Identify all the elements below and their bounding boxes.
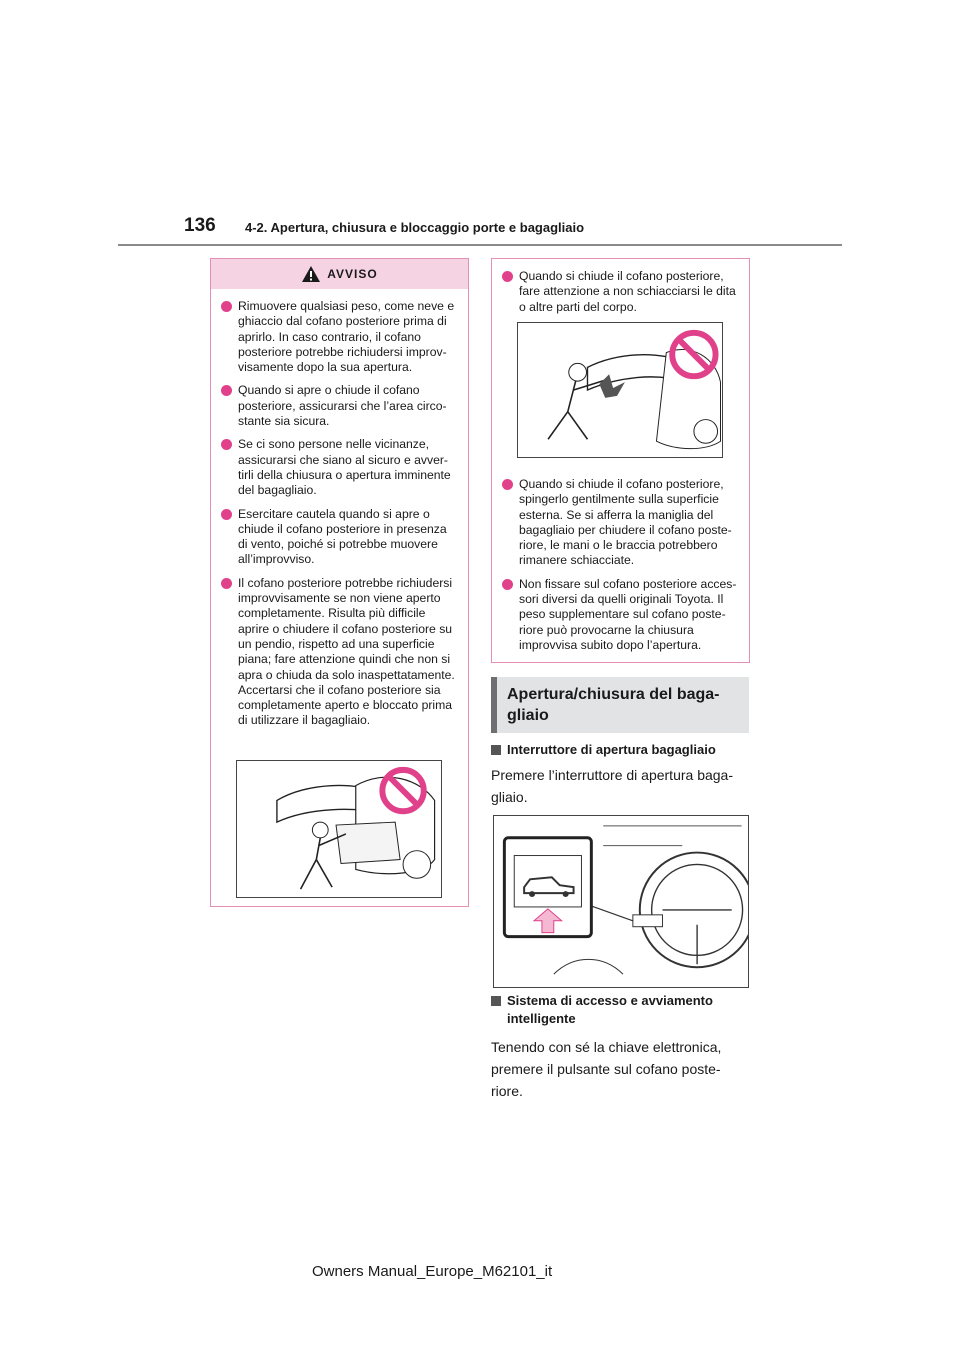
bullet-icon	[221, 509, 232, 520]
warning-list-right-bottom	[492, 467, 749, 653]
bullet-icon	[221, 301, 232, 312]
illustration-person-under-tailgate	[236, 760, 442, 898]
warning-list-right-top	[492, 259, 749, 315]
warning-item: Se ci sono persone nelle vicinanze, assicurarsi che siano al sicuro e avver-tirli della chiusura o apertura imminente del bagagliaio.	[221, 437, 458, 498]
warning-item: Rimuovere qualsiasi peso, come neve e ghiaccio dal cofano posteriore prima di aprirlo. In caso contrario, il cofano posteriore potrebbe richiudersi improv-visamente dopo la sua apertura.	[221, 299, 458, 375]
illustration-finger-pinch	[517, 322, 723, 458]
illustration-trunk-switch	[493, 815, 749, 988]
warning-item: Esercitare cautela quando si apre o chiude il cofano posteriore in presenza di vento, poiché si potrebbe muovere all’improvviso.	[221, 507, 458, 568]
bullet-icon	[221, 385, 232, 396]
warning-box-right	[491, 258, 750, 663]
page-number: 136	[184, 215, 216, 236]
warning-header	[211, 259, 468, 289]
bullet-icon	[502, 579, 513, 590]
bullet-icon	[502, 479, 513, 490]
bullet-icon	[502, 271, 513, 282]
warning-item: Quando si chiude il cofano posteriore, fare attenzione a non schiacciarsi le dita o altre parti del corpo.	[502, 269, 739, 315]
warning-list-left	[211, 289, 468, 729]
warning-item: Il cofano posteriore potrebbe richiudersi improvvisamente se non viene aperto completamente. Risulta più difficile aprire o chiudere il cofano posteriore su un pendio, rispetto ad una superficie piana; fare attenzione quindi che non si apra o chiuda da solo inaspettatamente. Accertarsi che il cofano posteriore sia completamente aperto e bloccato prima di utilizzare il bagagliaio.	[221, 576, 458, 729]
subheading-interruttore: Interruttore di apertura bagagliaio	[491, 741, 716, 759]
subheading-sistema-accesso: Sistema di accesso e avviamento intelligente	[491, 992, 755, 1028]
bullet-icon	[221, 578, 232, 589]
header-rule	[118, 244, 842, 246]
body-text-1: Premere l’interruttore di apertura baga-gliaio.	[491, 767, 734, 805]
square-bullet-icon	[491, 996, 501, 1006]
warning-item: Non fissare sul cofano posteriore acces-sori diversi da quelli originali Toyota. Il peso supplementare sul cofano poste-riore può provocarne la chiusura improvvisa subito dopo l’apertura.	[502, 577, 739, 653]
bullet-icon	[221, 439, 232, 450]
warning-item: Quando si apre o chiude il cofano posteriore, assicurarsi che l’area circo-stante sia sicura.	[221, 383, 458, 429]
warning-triangle-icon	[301, 265, 321, 283]
page-footer: Owners Manual_Europe_M62101_it	[312, 1263, 553, 1280]
body-text-2: Tenendo con sé la chiave elettronica, premere il pulsante sul cofano poste-riore.	[491, 1039, 722, 1099]
section-title: Apertura/chiusura del baga-gliaio	[491, 677, 749, 733]
warning-title: AVVISO	[327, 267, 378, 281]
square-bullet-icon	[491, 745, 501, 755]
warning-item: Quando si chiude il cofano posteriore, spingerlo gentilmente sulla superficie esterna. Se si afferra la maniglia del bagagliaio per chiudere il cofano poste-riore, le mani o le braccia potrebbero rimanere schiacciate.	[502, 477, 739, 569]
page-header: 4-2. Apertura, chiusura e bloccaggio porte e bagagliaio	[245, 220, 585, 235]
